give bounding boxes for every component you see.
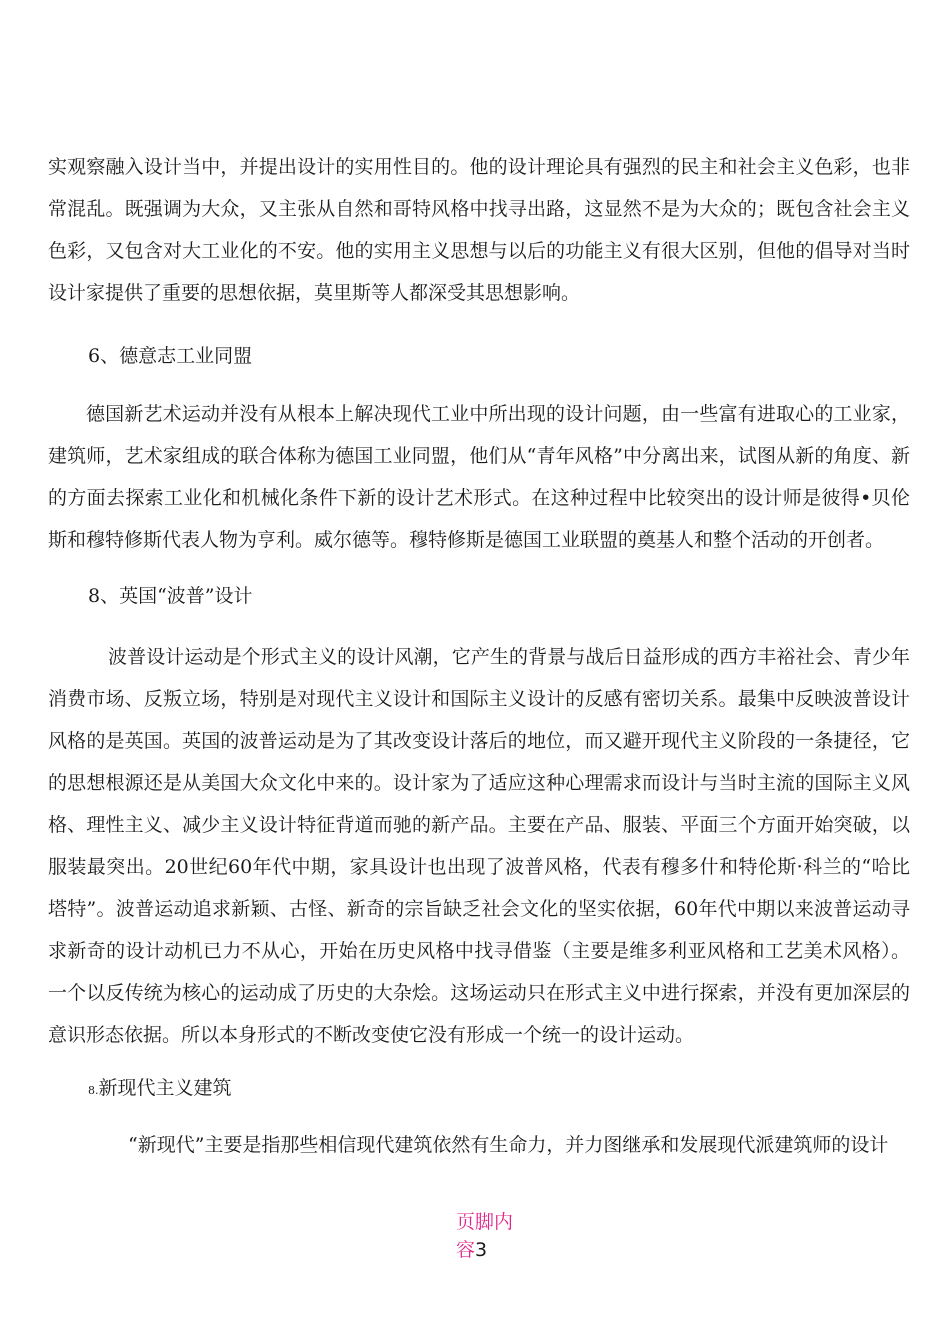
paragraph-ruskin: 实观察融入设计当中，并提出设计的实用性目的。他的设计理论具有强烈的民主和社会主义色彩，也非常混乱。既强调为大众，又主张从自然和哥特风格中找寻出路，这显然不是为大众的；既包含社会主义色彩，又包含对大工业化的不安。他的实用主义思想与以后的功能主义有很大区别，但他的倡导对当时设计家提供了重要的思想依据，莫里斯等人都深受其思想影响。 [48, 156, 910, 304]
paragraph-werkbund: 德国新艺术运动并没有从根本上解决现代工业中所出现的设计问题，由一些富有进取心的工业家，建筑师，艺术家组成的联合体称为德国工业同盟，他们从“青年风格”中分离出来，试图从新的角度、新的方面去探索工业化和机械化条件下新的设计艺术形式。在这种过程中比较突出的设计师是彼得•贝伦斯和穆特修斯代表人物为亨利。威尔德等。穆特修斯是德国工业联盟的奠基人和整个活动的开创者。 [48, 403, 910, 551]
paragraph-pop-design: 波普设计运动是个形式主义的设计风潮，它产生的背景与战后日益形成的西方丰裕社会、青少年消费市场、反叛立场，特别是对现代主义设计和国际主义设计的反感有密切关系。最集中反映波普设计风格的是英国。英国的波普运动是为了其改变设计落后的地位，而又避开现代主义阶段的一条捷径，它的思想根源还是从美国大众文化中来的。设计家为了适应这种心理需求而设计与当时主流的国际主义风格、理性主义、减少主义设计特征背道而驰的新产品。主要在产品、服装、平面三个方面开始突破，以服装最突出。20世纪60年代中期，家具设计也出现了波普风格，代表有穆多什和特伦斯·科兰的“哈比塔特”。波普运动追求新颖、古怪、新奇的宗旨缺乏社会文化的坚实依据，60年代中期以来波普运动寻求新奇的设计动机已力不从心，开始在历史风格中找寻借鉴（主要是维多利亚风格和工艺美术风格）。一个以反传统为核心的运动成了历史的大杂烩。这场运动只在形式主义中进行探索，并没有更加深层的意识形态依据。所以本身形式的不断改变使它没有形成一个统一的设计运动。 [48, 646, 910, 1046]
page-footer [456, 1208, 526, 1264]
heading-deutscher-werkbund: 6、德意志工业同盟 [88, 345, 253, 367]
paragraph-neo-modern: “新现代”主要是指那些相信现代建筑依然有生命力，并力图继承和发展现代派建筑师的设计 [128, 1134, 889, 1156]
heading-british-pop: 8、英国“波普”设计 [88, 585, 253, 607]
heading-number: 8. [88, 1084, 99, 1097]
heading-neo-modern-architecture [88, 1074, 232, 1105]
footer-label: 页脚内容 [456, 1211, 514, 1261]
heading-text: 新现代主义建筑 [98, 1077, 232, 1099]
page-number: 3 [475, 1239, 488, 1261]
